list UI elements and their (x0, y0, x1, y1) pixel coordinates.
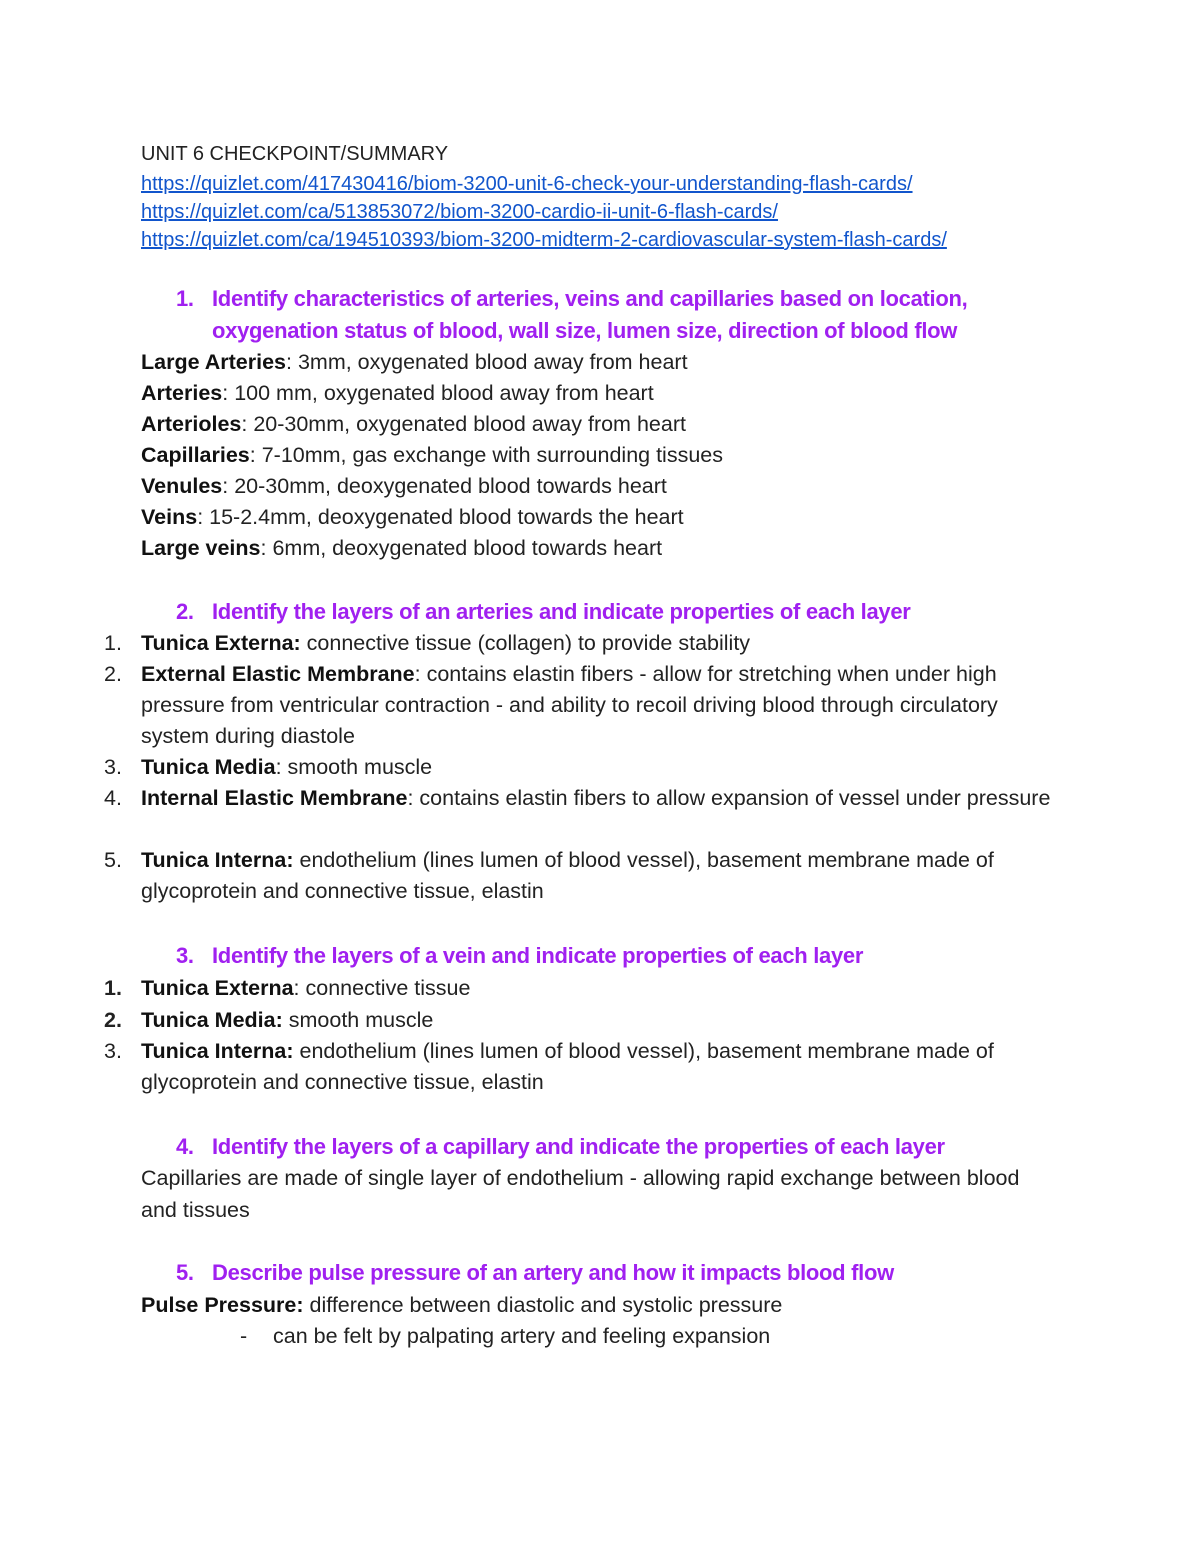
vessel-desc: : 7-10mm, gas exchange with surrounding tissues (249, 443, 723, 467)
vein-layer-item (104, 1005, 1064, 1036)
vessel-desc: : 20-30mm, deoxygenated blood towards heart (222, 474, 667, 498)
layer-term: Tunica Media: (141, 1008, 283, 1032)
layer-desc: endothelium (lines lumen of blood vessel), basement membrane made of glycoprotein and connective tissue, elastin (141, 848, 994, 903)
bullet-text: can be felt by palpating artery and feeling expansion (273, 1324, 771, 1348)
vessel-desc: : 20-30mm, oxygenated blood away from heart (241, 412, 686, 436)
vessel-term: Veins (141, 505, 198, 529)
layer-term: External Elastic Membrane (141, 662, 415, 686)
bullet-item (240, 1321, 770, 1352)
vessel-term: Large Arteries (141, 350, 286, 374)
layer-term: Tunica Interna: (141, 848, 294, 872)
section-number: 4. (176, 1134, 194, 1159)
vessel-term: Large veins (141, 536, 261, 560)
section-1-heading (176, 283, 967, 347)
list-number: 2. (104, 662, 122, 686)
vessel-term: Arteries (141, 381, 223, 405)
list-number: 3. (104, 1039, 122, 1063)
artery-layer-item (104, 628, 1064, 659)
layer-term: Tunica Interna: (141, 1039, 294, 1063)
section-number: 2. (176, 599, 194, 624)
list-number: 3. (104, 755, 122, 779)
vessel-row (141, 409, 686, 440)
list-number: 4. (104, 786, 122, 810)
heading-text: Describe pulse pressure of an artery and how it impacts blood flow (212, 1260, 894, 1285)
quizlet-links (141, 170, 947, 254)
layer-term: Tunica Media (141, 755, 276, 779)
heading-line-2: oxygenation status of blood, wall size, lumen size, direction of blood flow (212, 318, 958, 343)
vessel-row (141, 533, 662, 564)
list-number: 1. (104, 631, 122, 655)
heading-text: Identify the layers of a vein and indicate properties of each layer (212, 943, 864, 968)
vessel-row (141, 502, 684, 533)
vessel-desc: : 6mm, deoxygenated blood towards heart (260, 536, 663, 560)
list-number: 1. (104, 976, 122, 1000)
layer-desc: smooth muscle (282, 1008, 434, 1032)
layer-term: Tunica Externa: (141, 631, 301, 655)
quizlet-link-2[interactable]: https://quizlet.com/ca/513853072/biom-3200-cardio-ii-unit-6-flash-cards/ (141, 201, 778, 223)
layer-desc: : connective tissue (293, 976, 471, 1000)
heading-text: Identify the layers of a capillary and indicate the properties of each layer (212, 1134, 945, 1159)
vessel-desc: : 3mm, oxygenated blood away from heart (286, 350, 688, 374)
heading-line-1: Identify characteristics of arteries, veins and capillaries based on location, (212, 286, 968, 311)
vessel-term: Arterioles (141, 412, 242, 436)
layer-desc: connective tissue (collagen) to provide stability (300, 631, 751, 655)
section-2-heading (176, 596, 911, 628)
layer-desc: : contains elastin fibers to allow expansion of vessel under pressure (407, 786, 1051, 810)
vessel-desc: : 15-2.4mm, deoxygenated blood towards the heart (197, 505, 684, 529)
pulse-pressure-desc: difference between diastolic and systolic pressure (303, 1293, 783, 1317)
pulse-pressure-definition (141, 1290, 782, 1321)
vessel-row (141, 471, 667, 502)
layer-desc: endothelium (lines lumen of blood vessel), basement membrane made of glycoprotein and connective tissue, elastin (141, 1039, 994, 1094)
layer-term: Tunica Externa (141, 976, 294, 1000)
quizlet-link-1[interactable]: https://quizlet.com/417430416/biom-3200-unit-6-check-your-understanding-flash-cards/ (141, 173, 913, 195)
pulse-pressure-term: Pulse Pressure: (141, 1293, 304, 1317)
section-5-heading (176, 1257, 894, 1289)
vein-layer-item (104, 1036, 1064, 1098)
artery-layer-item (104, 783, 1064, 814)
section-3-heading (176, 940, 863, 972)
layer-desc: : smooth muscle (275, 755, 433, 779)
layer-desc: : contains elastin fibers - allow for stretching when under high pressure from ventricular contraction - and ability to recoil driving blood through circulatory system during diastole (141, 662, 998, 748)
layer-term: Internal Elastic Membrane (141, 786, 408, 810)
list-number: 2. (104, 1008, 122, 1032)
document-title: UNIT 6 CHECKPOINT/SUMMARY (141, 143, 449, 165)
quizlet-link-3[interactable]: https://quizlet.com/ca/194510393/biom-3200-midterm-2-cardiovascular-system-flash-cards/ (141, 229, 947, 251)
vessel-term: Capillaries (141, 443, 250, 467)
vessel-term: Venules (141, 474, 223, 498)
artery-layer-item (104, 659, 1064, 752)
section-number: 5. (176, 1260, 194, 1285)
vessel-row (141, 378, 654, 409)
dash-marker: - (240, 1324, 248, 1348)
list-number: 5. (104, 848, 122, 872)
section-number: 3. (176, 943, 194, 968)
vessel-row (141, 347, 688, 378)
heading-text: Identify the layers of an arteries and indicate properties of each layer (212, 599, 911, 624)
capillary-description: Capillaries are made of single layer of endothelium - allowing rapid exchange between blood and tissues (141, 1166, 1020, 1222)
artery-layer-item (104, 752, 1064, 783)
vein-layer-item (104, 973, 1064, 1004)
section-4-heading (176, 1131, 945, 1163)
vessel-row (141, 440, 723, 471)
section-number: 1. (176, 286, 194, 311)
artery-layer-item (104, 845, 1064, 907)
vessel-desc: : 100 mm, oxygenated blood away from heart (222, 381, 654, 405)
